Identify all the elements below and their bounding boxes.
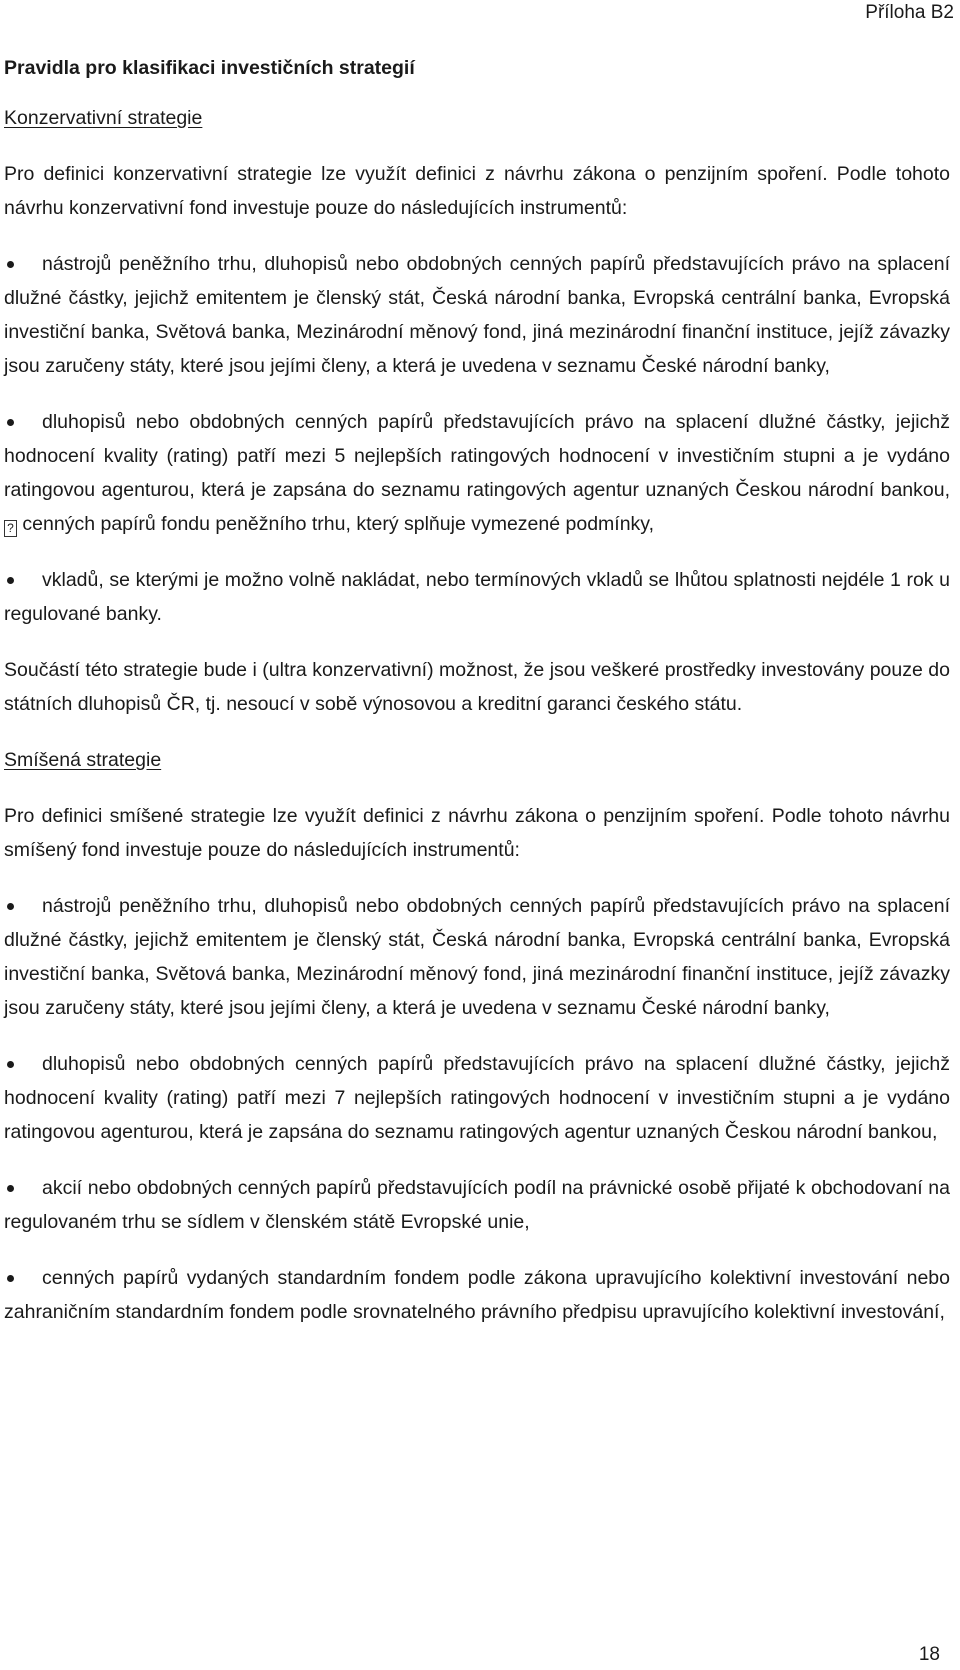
- list-item: [4, 405, 950, 541]
- mixed-instrument-list: [4, 889, 950, 1329]
- list-item-text: akcií nebo obdobných cenných papírů představujících podíl na právnické osobě přijaté k obchodovaní na regulovaném trhu se sídlem v členském státě Evropské unie,: [4, 1177, 950, 1233]
- document-body: [4, 51, 950, 1351]
- conservative-intro: Pro definici konzervativní strategie lze využít definici z návrhu zákona o penzijním spoření. Podle tohoto návrhu konzervativní fond investuje pouze do následujících instrumentů:: [4, 163, 950, 219]
- list-item: [4, 1261, 950, 1329]
- page-number: 18: [918, 1644, 940, 1665]
- conservative-instrument-list: [4, 247, 950, 631]
- section-heading-conservative: Konzervativní strategie: [4, 107, 203, 129]
- list-item: [4, 247, 950, 383]
- list-item: [4, 563, 950, 631]
- list-item-text: nástrojů peněžního trhu, dluhopisů nebo obdobných cenných papírů představujících právo na splacení dlužné částky, jejichž emitentem je členský stát, Česká národní banka, Evropská centrální banka, Evropská investiční banka, Světová banka, Mezinárodní měnový fond, jiná mezinárodní finanční instituce, jejíž závazky jsou zaručeny státy, které jsou jejími členy, a která je uvedena v seznamu České národní banky,: [4, 253, 950, 377]
- mixed-intro: Pro definici smíšené strategie lze využít definici z návrhu zákona o penzijním spoření. Podle tohoto návrhu smíšený fond investuje pouze do následujících instrumentů:: [4, 805, 950, 861]
- annex-label: Příloha B2: [865, 2, 954, 23]
- list-item-text: dluhopisů nebo obdobných cenných papírů představujících právo na splacení dlužné částky, jejichž hodnocení kvality (rating) patří mezi 5 nejlepších ratingových hodnocení v investičním stupni a je vydáno ratingovou agenturou, která je zapsána do seznamu ratingových agentur uznaných Českou národní bankou,: [4, 411, 950, 501]
- section-heading-mixed: Smíšená strategie: [4, 749, 162, 771]
- list-item-text: vkladů, se kterými je možno volně nakládat, nebo termínových vkladů se lhůtou splatnosti nejdéle 1 rok u regulované banky.: [4, 569, 950, 625]
- document-title: Pravidla pro klasifikaci investičních strategií: [4, 57, 415, 79]
- list-item-text: dluhopisů nebo obdobných cenných papírů představujících právo na splacení dlužné částky, jejichž hodnocení kvality (rating) patří mezi 7 nejlepších ratingových hodnocení v investičním stupni a je vydáno ratingovou agenturou, která je zapsána do seznamu ratingových agentur uznaných Českou národní bankou,: [4, 1053, 950, 1143]
- list-item: [4, 1047, 950, 1149]
- conservative-note: Součástí této strategie bude i (ultra konzervativní) možnost, že jsou veškeré prostředky investovány pouze do státních dluhopisů ČR, tj. nesoucí v sobě výnosovou a kreditní garanci českého státu.: [4, 659, 950, 715]
- list-item: [4, 1171, 950, 1239]
- list-item: [4, 889, 950, 1025]
- list-item-text: cenných papírů vydaných standardním fondem podle zákona upravujícího kolektivní investování nebo zahraničním standardním fondem podle srovnatelného právního předpisu upravujícího kolektivní investování,: [4, 1267, 950, 1323]
- missing-glyph-icon: ?: [4, 520, 17, 537]
- list-item-text: nástrojů peněžního trhu, dluhopisů nebo obdobných cenných papírů představujících právo na splacení dlužné částky, jejichž emitentem je členský stát, Česká národní banka, Evropská centrální banka, Evropská investiční banka, Světová banka, Mezinárodní měnový fond, jiná mezinárodní finanční instituce, jejíž závazky jsou zaručeny státy, které jsou jejími členy, a která je uvedena v seznamu České národní banky,: [4, 895, 950, 1019]
- list-item-text: cenných papírů fondu peněžního trhu, který splňuje vymezené podmínky,: [22, 513, 655, 535]
